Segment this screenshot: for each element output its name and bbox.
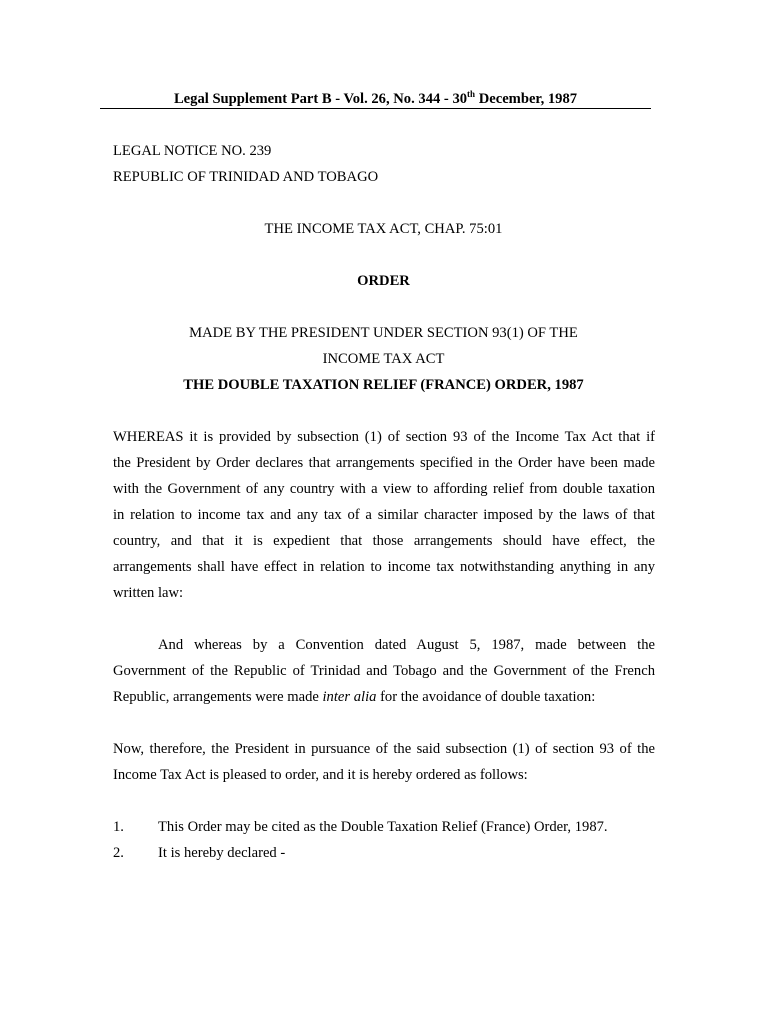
whereas-line: arrangements shall have effect in relation to income tax notwithstanding anything in any <box>113 559 655 575</box>
gazette-header-date-rest: December, 1987 <box>475 91 578 107</box>
gazette-header <box>100 90 651 108</box>
order-title: THE DOUBLE TAXATION RELIEF (FRANCE) ORDER, 1987 <box>183 377 584 393</box>
whereas-paragraph <box>113 424 655 606</box>
and-whereas-paragraph <box>113 632 655 710</box>
clause-number: 1. <box>113 819 124 835</box>
clause-number: 2. <box>113 845 124 861</box>
made-by-line-2: INCOME TAX ACT <box>322 351 445 367</box>
clause-text: This Order may be cited as the Double Taxation Relief (France) Order, 1987. <box>158 819 608 835</box>
and-whereas-text: Republic, arrangements were made <box>113 689 323 705</box>
whereas-line: WHEREAS it is provided by subsection (1) of section 93 of the Income Tax Act that if <box>113 429 655 445</box>
clause-text: It is hereby declared - <box>158 845 286 861</box>
now-therefore-line: Income Tax Act is pleased to order, and it is hereby ordered as follows: <box>113 767 528 783</box>
gazette-header-superscript: th <box>467 89 476 100</box>
and-whereas-line: Government of the Republic of Trinidad and Tobago and the Government of the French <box>113 663 655 679</box>
gazette-header-text: Legal Supplement Part B - Vol. 26, No. 344 - 30 <box>173 91 468 107</box>
act-title: THE INCOME TAX ACT, CHAP. 75:01 <box>264 221 503 237</box>
made-by-line-1: MADE BY THE PRESIDENT UNDER SECTION 93(1) OF THE <box>189 325 578 341</box>
and-whereas-line-3 <box>113 684 655 710</box>
and-whereas-line: And whereas by a Convention dated August 5, 1987, made between the <box>158 637 655 653</box>
whereas-line: with the Government of any country with a view to affording relief from double taxation <box>113 481 655 497</box>
republic-name: REPUBLIC OF TRINIDAD AND TOBAGO <box>113 169 379 185</box>
order-heading: ORDER <box>357 273 410 289</box>
whereas-line: in relation to income tax and any tax of a similar character imposed by the laws of that <box>113 507 655 523</box>
whereas-line: written law: <box>113 585 184 601</box>
now-therefore-paragraph <box>113 736 655 788</box>
whereas-line: country, and that it is expedient that those arrangements should have effect, the <box>113 533 655 549</box>
legal-notice-number: LEGAL NOTICE NO. 239 <box>113 143 272 159</box>
inter-alia-italic: inter alia <box>322 689 377 705</box>
now-therefore-line: Now, therefore, the President in pursuance of the said subsection (1) of section 93 of the <box>113 741 655 757</box>
header-rule <box>100 108 651 109</box>
and-whereas-text-end: for the avoidance of double taxation: <box>376 689 596 705</box>
whereas-line: the President by Order declares that arrangements specified in the Order have been made <box>113 455 655 471</box>
